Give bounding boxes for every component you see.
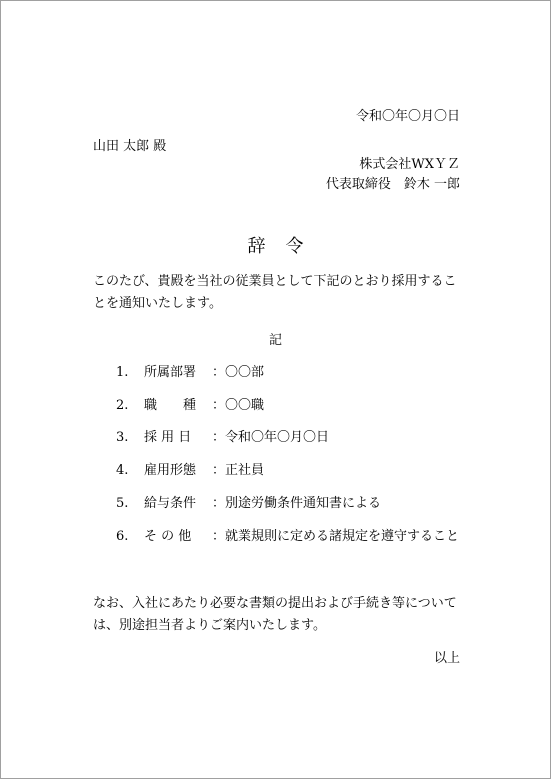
item-label: 雇用形態 [144,463,197,478]
sender-name: 代表取締役 鈴木 一郎 [325,177,460,192]
intro-paragraph: このたび、貴殿を当社の従業員として下記のとおり採用することを通知いたします。 [93,274,457,311]
item-number: 3. [116,430,129,445]
list-item [116,529,459,545]
list-item [116,365,264,381]
list-item [116,430,329,446]
item-number: 5. [116,496,129,511]
item-label: 採 用 日 [144,430,192,445]
company-name: 株式会社WXＹＺ [359,157,460,172]
ki-heading: 記 [268,333,282,348]
item-number: 2. [116,398,129,413]
item-value: ：〇〇部 [212,365,265,380]
list-item [116,398,264,414]
closing-paragraph: なお、入社にあたり必要な書類の提出および手続き等については、別途担当者よりご案内いたします。 [93,596,457,633]
end-mark: 以上 [433,651,460,666]
item-label: 職 種 [144,398,197,413]
issue-date: 令和〇年〇月〇日 [355,109,460,124]
item-value: ：〇〇職 [212,398,265,413]
item-value: ：正社員 [212,463,265,478]
item-value: ：就業規則に定める諸規定を遵守すること [212,529,460,544]
item-label: そ の 他 [144,529,192,544]
item-number: 6. [116,529,129,544]
item-label: 所属部署 [144,365,197,380]
item-label: 給与条件 [144,496,197,511]
document-title: 辞令 [247,236,324,257]
recipient-name: 山田 太郎 殿 [93,139,167,154]
item-number: 4. [116,463,129,478]
item-value: ：令和〇年〇月〇日 [212,430,330,445]
item-value: ：別途労働条件通知書による [212,496,382,511]
item-number: 1. [116,365,129,380]
list-item [116,496,381,512]
list-item [116,463,264,479]
